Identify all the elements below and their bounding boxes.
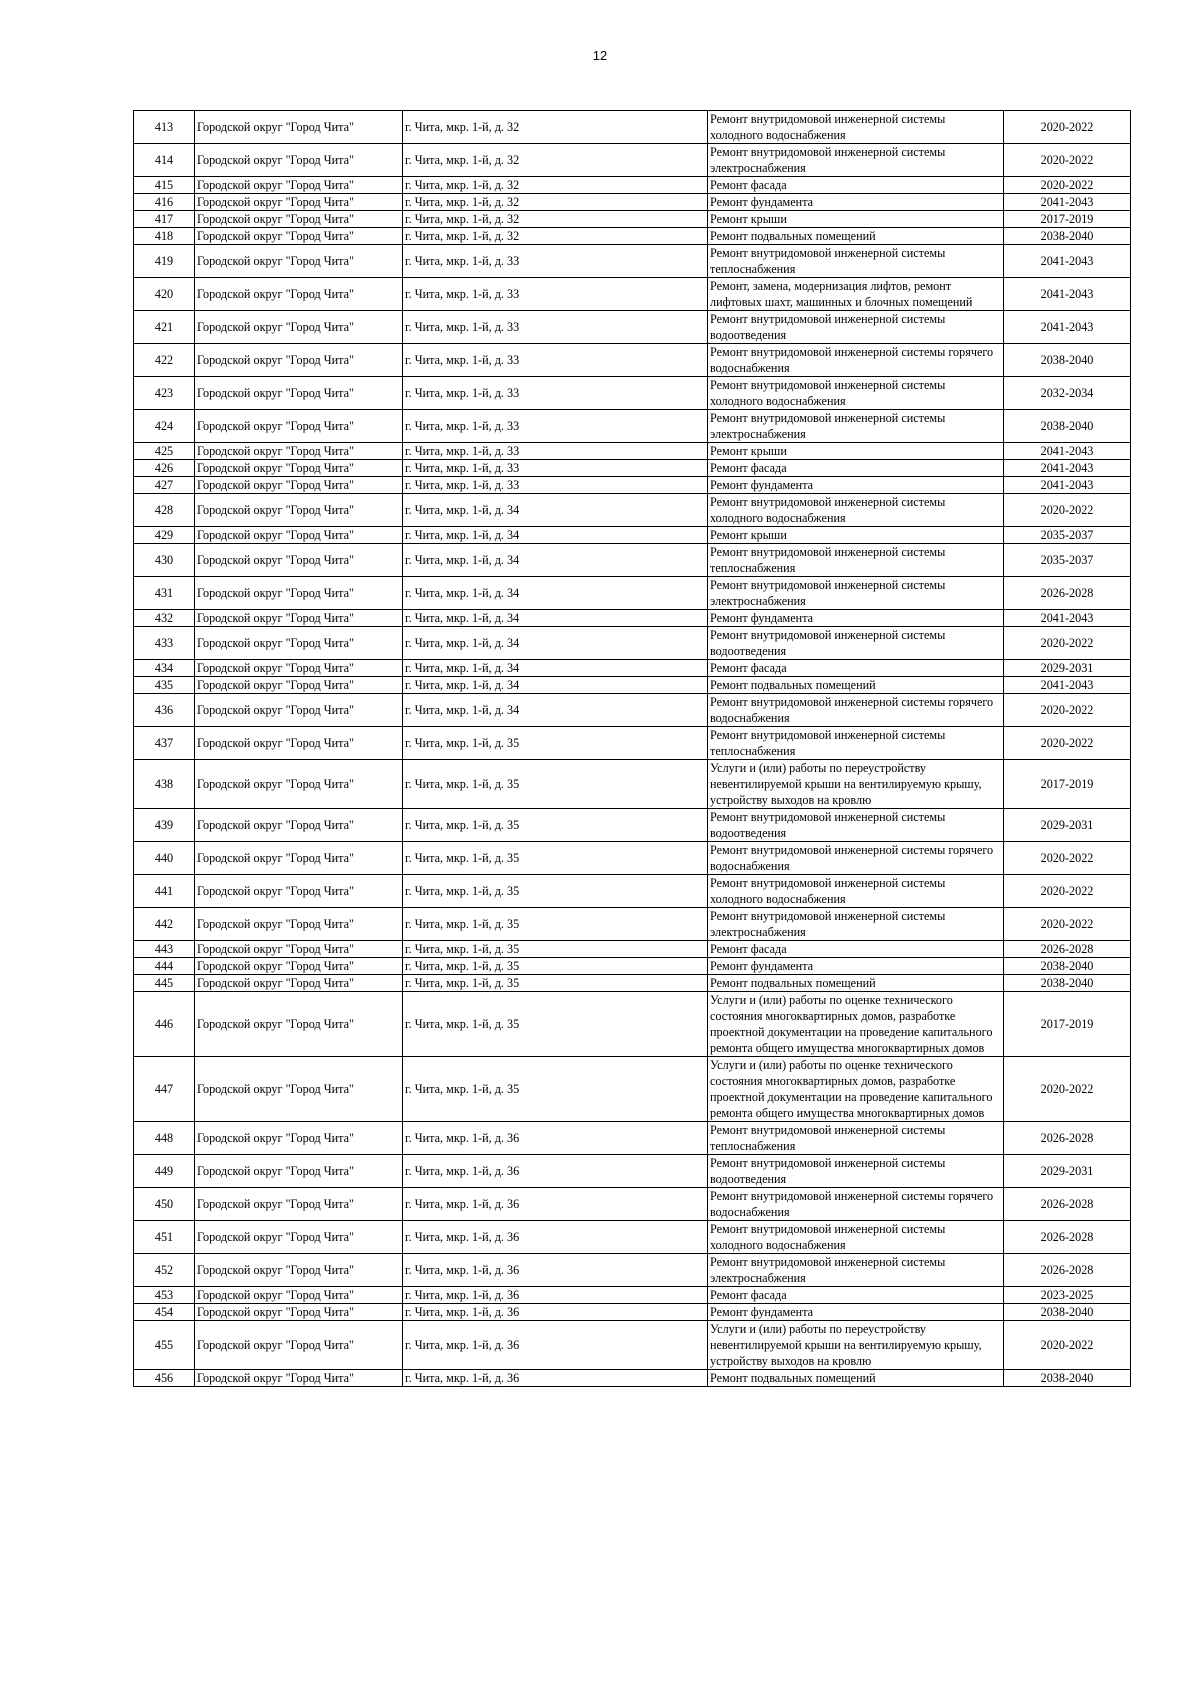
work-type-cell: Ремонт внутридомовой инженерной системы электроснабжения xyxy=(708,908,1004,941)
table-row xyxy=(134,377,1131,410)
address-cell: г. Чита, мкр. 1-й, д. 32 xyxy=(403,194,708,211)
work-type-cell: Ремонт внутридомовой инженерной системы электроснабжения xyxy=(708,144,1004,177)
table-row xyxy=(134,144,1131,177)
work-type-cell: Ремонт внутридомовой инженерной системы горячего водоснабжения xyxy=(708,1188,1004,1221)
district-cell: Городской округ "Город Чита" xyxy=(195,1254,403,1287)
district-cell: Городской округ "Город Чита" xyxy=(195,875,403,908)
period-cell: 2026-2028 xyxy=(1004,577,1131,610)
address-cell: г. Чита, мкр. 1-й, д. 33 xyxy=(403,443,708,460)
table-row xyxy=(134,727,1131,760)
district-cell: Городской округ "Город Чита" xyxy=(195,677,403,694)
work-type-cell: Ремонт внутридомовой инженерной системы горячего водоснабжения xyxy=(708,344,1004,377)
district-cell: Городской округ "Город Чита" xyxy=(195,908,403,941)
row-number: 422 xyxy=(134,344,195,377)
district-cell: Городской округ "Город Чита" xyxy=(195,627,403,660)
address-cell: г. Чита, мкр. 1-й, д. 35 xyxy=(403,842,708,875)
row-number: 428 xyxy=(134,494,195,527)
address-cell: г. Чита, мкр. 1-й, д. 33 xyxy=(403,460,708,477)
period-cell: 2020-2022 xyxy=(1004,627,1131,660)
district-cell: Городской округ "Город Чита" xyxy=(195,245,403,278)
district-cell: Городской округ "Город Чита" xyxy=(195,410,403,443)
row-number: 443 xyxy=(134,941,195,958)
work-type-cell: Ремонт внутридомовой инженерной системы водоотведения xyxy=(708,311,1004,344)
address-cell: г. Чита, мкр. 1-й, д. 35 xyxy=(403,992,708,1057)
period-cell: 2026-2028 xyxy=(1004,1221,1131,1254)
work-type-cell: Ремонт внутридомовой инженерной системы холодного водоснабжения xyxy=(708,111,1004,144)
address-cell: г. Чита, мкр. 1-й, д. 34 xyxy=(403,627,708,660)
work-type-cell: Ремонт внутридомовой инженерной системы холодного водоснабжения xyxy=(708,875,1004,908)
table-row xyxy=(134,660,1131,677)
district-cell: Городской округ "Город Чита" xyxy=(195,344,403,377)
work-type-cell: Ремонт внутридомовой инженерной системы водоотведения xyxy=(708,627,1004,660)
table-row xyxy=(134,958,1131,975)
table-row xyxy=(134,477,1131,494)
work-type-cell: Ремонт, замена, модернизация лифтов, ремонт лифтовых шахт, машинных и блочных помещений xyxy=(708,278,1004,311)
address-cell: г. Чита, мкр. 1-й, д. 35 xyxy=(403,941,708,958)
period-cell: 2029-2031 xyxy=(1004,660,1131,677)
address-cell: г. Чита, мкр. 1-й, д. 34 xyxy=(403,527,708,544)
period-cell: 2041-2043 xyxy=(1004,278,1131,311)
work-type-cell: Ремонт внутридомовой инженерной системы электроснабжения xyxy=(708,410,1004,443)
period-cell: 2041-2043 xyxy=(1004,311,1131,344)
district-cell: Городской округ "Город Чита" xyxy=(195,443,403,460)
table-body xyxy=(134,111,1131,1387)
period-cell: 2038-2040 xyxy=(1004,958,1131,975)
period-cell: 2020-2022 xyxy=(1004,1057,1131,1122)
address-cell: г. Чита, мкр. 1-й, д. 32 xyxy=(403,177,708,194)
row-number: 427 xyxy=(134,477,195,494)
row-number: 418 xyxy=(134,228,195,245)
district-cell: Городской округ "Город Чита" xyxy=(195,211,403,228)
work-type-cell: Ремонт внутридомовой инженерной системы холодного водоснабжения xyxy=(708,377,1004,410)
row-number: 434 xyxy=(134,660,195,677)
work-type-cell: Ремонт внутридомовой инженерной системы теплоснабжения xyxy=(708,1122,1004,1155)
period-cell: 2026-2028 xyxy=(1004,1254,1131,1287)
table-row xyxy=(134,211,1131,228)
row-number: 450 xyxy=(134,1188,195,1221)
row-number: 438 xyxy=(134,760,195,809)
district-cell: Городской округ "Город Чита" xyxy=(195,177,403,194)
table-row xyxy=(134,494,1131,527)
district-cell: Городской округ "Город Чита" xyxy=(195,660,403,677)
table-row xyxy=(134,460,1131,477)
row-number: 414 xyxy=(134,144,195,177)
row-number: 456 xyxy=(134,1370,195,1387)
period-cell: 2020-2022 xyxy=(1004,1321,1131,1370)
table-row xyxy=(134,875,1131,908)
district-cell: Городской округ "Город Чита" xyxy=(195,1188,403,1221)
page-number: 12 xyxy=(592,48,608,63)
address-cell: г. Чита, мкр. 1-й, д. 36 xyxy=(403,1122,708,1155)
work-type-cell: Ремонт подвальных помещений xyxy=(708,228,1004,245)
work-type-cell: Услуги и (или) работы по оценке технического состояния многоквартирных домов, разработке проектной документации на проведение капитального ремонта общего имущества многоквартирных домов xyxy=(708,1057,1004,1122)
address-cell: г. Чита, мкр. 1-й, д. 34 xyxy=(403,494,708,527)
row-number: 436 xyxy=(134,694,195,727)
address-cell: г. Чита, мкр. 1-й, д. 36 xyxy=(403,1370,708,1387)
row-number: 421 xyxy=(134,311,195,344)
table-row xyxy=(134,228,1131,245)
table-row xyxy=(134,1321,1131,1370)
address-cell: г. Чита, мкр. 1-й, д. 35 xyxy=(403,760,708,809)
address-cell: г. Чита, мкр. 1-й, д. 32 xyxy=(403,228,708,245)
work-type-cell: Ремонт внутридомовой инженерной системы горячего водоснабжения xyxy=(708,694,1004,727)
row-number: 447 xyxy=(134,1057,195,1122)
table-row xyxy=(134,1188,1131,1221)
district-cell: Городской округ "Город Чита" xyxy=(195,194,403,211)
district-cell: Городской округ "Город Чита" xyxy=(195,377,403,410)
address-cell: г. Чита, мкр. 1-й, д. 36 xyxy=(403,1254,708,1287)
row-number: 437 xyxy=(134,727,195,760)
row-number: 430 xyxy=(134,544,195,577)
row-number: 424 xyxy=(134,410,195,443)
period-cell: 2041-2043 xyxy=(1004,677,1131,694)
district-cell: Городской округ "Город Чита" xyxy=(195,941,403,958)
work-type-cell: Ремонт внутридомовой инженерной системы теплоснабжения xyxy=(708,245,1004,278)
period-cell: 2017-2019 xyxy=(1004,992,1131,1057)
row-number: 413 xyxy=(134,111,195,144)
period-cell: 2041-2043 xyxy=(1004,460,1131,477)
period-cell: 2023-2025 xyxy=(1004,1287,1131,1304)
address-cell: г. Чита, мкр. 1-й, д. 35 xyxy=(403,958,708,975)
address-cell: г. Чита, мкр. 1-й, д. 35 xyxy=(403,1057,708,1122)
work-type-cell: Ремонт фундамента xyxy=(708,194,1004,211)
work-type-cell: Ремонт фасада xyxy=(708,1287,1004,1304)
work-type-cell: Ремонт фасада xyxy=(708,460,1004,477)
table-row xyxy=(134,992,1131,1057)
row-number: 451 xyxy=(134,1221,195,1254)
row-number: 449 xyxy=(134,1155,195,1188)
table-row xyxy=(134,111,1131,144)
work-type-cell: Услуги и (или) работы по переустройству невентилируемой крыши на вентилируемую крышу, устройству выходов на кровлю xyxy=(708,1321,1004,1370)
row-number: 441 xyxy=(134,875,195,908)
work-type-cell: Ремонт внутридомовой инженерной системы электроснабжения xyxy=(708,1254,1004,1287)
table-row xyxy=(134,908,1131,941)
district-cell: Городской округ "Город Чита" xyxy=(195,527,403,544)
address-cell: г. Чита, мкр. 1-й, д. 35 xyxy=(403,809,708,842)
address-cell: г. Чита, мкр. 1-й, д. 36 xyxy=(403,1155,708,1188)
table-row xyxy=(134,410,1131,443)
period-cell: 2038-2040 xyxy=(1004,228,1131,245)
period-cell: 2020-2022 xyxy=(1004,111,1131,144)
period-cell: 2038-2040 xyxy=(1004,344,1131,377)
row-number: 431 xyxy=(134,577,195,610)
row-number: 435 xyxy=(134,677,195,694)
table-row xyxy=(134,610,1131,627)
work-type-cell: Ремонт фасада xyxy=(708,660,1004,677)
table-row xyxy=(134,443,1131,460)
work-type-cell: Ремонт подвальных помещений xyxy=(708,975,1004,992)
row-number: 417 xyxy=(134,211,195,228)
period-cell: 2041-2043 xyxy=(1004,245,1131,278)
work-type-cell: Ремонт внутридомовой инженерной системы водоотведения xyxy=(708,1155,1004,1188)
district-cell: Городской округ "Город Чита" xyxy=(195,694,403,727)
row-number: 448 xyxy=(134,1122,195,1155)
address-cell: г. Чита, мкр. 1-й, д. 34 xyxy=(403,660,708,677)
table-row xyxy=(134,975,1131,992)
address-cell: г. Чита, мкр. 1-й, д. 33 xyxy=(403,410,708,443)
period-cell: 2020-2022 xyxy=(1004,842,1131,875)
district-cell: Городской округ "Город Чита" xyxy=(195,1155,403,1188)
work-type-cell: Ремонт крыши xyxy=(708,527,1004,544)
row-number: 453 xyxy=(134,1287,195,1304)
work-type-cell: Ремонт внутридомовой инженерной системы холодного водоснабжения xyxy=(708,1221,1004,1254)
period-cell: 2020-2022 xyxy=(1004,494,1131,527)
address-cell: г. Чита, мкр. 1-й, д. 36 xyxy=(403,1188,708,1221)
table-row xyxy=(134,1287,1131,1304)
address-cell: г. Чита, мкр. 1-й, д. 34 xyxy=(403,544,708,577)
address-cell: г. Чита, мкр. 1-й, д. 33 xyxy=(403,278,708,311)
row-number: 446 xyxy=(134,992,195,1057)
district-cell: Городской округ "Город Чита" xyxy=(195,1304,403,1321)
district-cell: Городской округ "Город Чита" xyxy=(195,460,403,477)
period-cell: 2038-2040 xyxy=(1004,1370,1131,1387)
row-number: 429 xyxy=(134,527,195,544)
table-row xyxy=(134,941,1131,958)
address-cell: г. Чита, мкр. 1-й, д. 35 xyxy=(403,908,708,941)
address-cell: г. Чита, мкр. 1-й, д. 33 xyxy=(403,477,708,494)
work-type-cell: Ремонт фундамента xyxy=(708,1304,1004,1321)
table-row xyxy=(134,1122,1131,1155)
work-type-cell: Ремонт крыши xyxy=(708,211,1004,228)
work-type-cell: Услуги и (или) работы по оценке технического состояния многоквартирных домов, разработке проектной документации на проведение капитального ремонта общего имущества многоквартирных домов xyxy=(708,992,1004,1057)
district-cell: Городской округ "Город Чита" xyxy=(195,111,403,144)
period-cell: 2029-2031 xyxy=(1004,809,1131,842)
table-row xyxy=(134,194,1131,211)
table-row xyxy=(134,245,1131,278)
work-type-cell: Ремонт подвальных помещений xyxy=(708,677,1004,694)
district-cell: Городской округ "Город Чита" xyxy=(195,477,403,494)
address-cell: г. Чита, мкр. 1-й, д. 32 xyxy=(403,144,708,177)
period-cell: 2020-2022 xyxy=(1004,694,1131,727)
district-cell: Городской округ "Город Чита" xyxy=(195,1370,403,1387)
table-row xyxy=(134,694,1131,727)
row-number: 423 xyxy=(134,377,195,410)
table-row xyxy=(134,577,1131,610)
period-cell: 2038-2040 xyxy=(1004,1304,1131,1321)
table-row xyxy=(134,344,1131,377)
row-number: 452 xyxy=(134,1254,195,1287)
district-cell: Городской округ "Город Чита" xyxy=(195,1122,403,1155)
table-row xyxy=(134,527,1131,544)
table-row xyxy=(134,1155,1131,1188)
period-cell: 2020-2022 xyxy=(1004,144,1131,177)
row-number: 420 xyxy=(134,278,195,311)
address-cell: г. Чита, мкр. 1-й, д. 34 xyxy=(403,677,708,694)
address-cell: г. Чита, мкр. 1-й, д. 35 xyxy=(403,975,708,992)
work-type-cell: Ремонт фундамента xyxy=(708,477,1004,494)
work-type-cell: Ремонт внутридомовой инженерной системы теплоснабжения xyxy=(708,544,1004,577)
period-cell: 2017-2019 xyxy=(1004,760,1131,809)
row-number: 426 xyxy=(134,460,195,477)
district-cell: Городской округ "Город Чита" xyxy=(195,809,403,842)
district-cell: Городской округ "Город Чита" xyxy=(195,1287,403,1304)
period-cell: 2029-2031 xyxy=(1004,1155,1131,1188)
work-type-cell: Услуги и (или) работы по переустройству невентилируемой крыши на вентилируемую крышу, устройству выходов на кровлю xyxy=(708,760,1004,809)
work-type-cell: Ремонт внутридомовой инженерной системы горячего водоснабжения xyxy=(708,842,1004,875)
work-type-cell: Ремонт фасада xyxy=(708,177,1004,194)
row-number: 432 xyxy=(134,610,195,627)
table-row xyxy=(134,809,1131,842)
address-cell: г. Чита, мкр. 1-й, д. 32 xyxy=(403,211,708,228)
row-number: 433 xyxy=(134,627,195,660)
work-type-cell: Ремонт внутридомовой инженерной системы теплоснабжения xyxy=(708,727,1004,760)
address-cell: г. Чита, мкр. 1-й, д. 32 xyxy=(403,111,708,144)
district-cell: Городской округ "Город Чита" xyxy=(195,760,403,809)
row-number: 455 xyxy=(134,1321,195,1370)
district-cell: Городской округ "Город Чита" xyxy=(195,975,403,992)
period-cell: 2041-2043 xyxy=(1004,443,1131,460)
table-row xyxy=(134,842,1131,875)
address-cell: г. Чита, мкр. 1-й, д. 36 xyxy=(403,1221,708,1254)
period-cell: 2020-2022 xyxy=(1004,177,1131,194)
district-cell: Городской округ "Город Чита" xyxy=(195,992,403,1057)
row-number: 425 xyxy=(134,443,195,460)
address-cell: г. Чита, мкр. 1-й, д. 34 xyxy=(403,610,708,627)
row-number: 445 xyxy=(134,975,195,992)
district-cell: Городской округ "Город Чита" xyxy=(195,311,403,344)
period-cell: 2026-2028 xyxy=(1004,1188,1131,1221)
address-cell: г. Чита, мкр. 1-й, д. 35 xyxy=(403,875,708,908)
address-cell: г. Чита, мкр. 1-й, д. 36 xyxy=(403,1287,708,1304)
table-row xyxy=(134,677,1131,694)
period-cell: 2020-2022 xyxy=(1004,875,1131,908)
work-type-cell: Ремонт фундамента xyxy=(708,958,1004,975)
table-row xyxy=(134,1370,1131,1387)
row-number: 416 xyxy=(134,194,195,211)
repair-plan-table xyxy=(133,110,1131,1387)
address-cell: г. Чита, мкр. 1-й, д. 34 xyxy=(403,694,708,727)
address-cell: г. Чита, мкр. 1-й, д. 33 xyxy=(403,344,708,377)
work-type-cell: Ремонт фасада xyxy=(708,941,1004,958)
address-cell: г. Чита, мкр. 1-й, д. 33 xyxy=(403,377,708,410)
period-cell: 2041-2043 xyxy=(1004,610,1131,627)
district-cell: Городской округ "Город Чита" xyxy=(195,1057,403,1122)
row-number: 454 xyxy=(134,1304,195,1321)
district-cell: Городской округ "Город Чита" xyxy=(195,610,403,627)
period-cell: 2035-2037 xyxy=(1004,544,1131,577)
period-cell: 2041-2043 xyxy=(1004,477,1131,494)
district-cell: Городской округ "Город Чита" xyxy=(195,1321,403,1370)
table-row xyxy=(134,1304,1131,1321)
period-cell: 2020-2022 xyxy=(1004,908,1131,941)
district-cell: Городской округ "Город Чита" xyxy=(195,958,403,975)
district-cell: Городской округ "Город Чита" xyxy=(195,727,403,760)
period-cell: 2038-2040 xyxy=(1004,410,1131,443)
table-row xyxy=(134,1057,1131,1122)
table-row xyxy=(134,278,1131,311)
district-cell: Городской округ "Город Чита" xyxy=(195,842,403,875)
period-cell: 2026-2028 xyxy=(1004,1122,1131,1155)
district-cell: Городской округ "Город Чита" xyxy=(195,577,403,610)
period-cell: 2017-2019 xyxy=(1004,211,1131,228)
district-cell: Городской округ "Город Чита" xyxy=(195,144,403,177)
address-cell: г. Чита, мкр. 1-й, д. 34 xyxy=(403,577,708,610)
address-cell: г. Чита, мкр. 1-й, д. 36 xyxy=(403,1304,708,1321)
period-cell: 2026-2028 xyxy=(1004,941,1131,958)
row-number: 419 xyxy=(134,245,195,278)
work-type-cell: Ремонт фундамента xyxy=(708,610,1004,627)
district-cell: Городской округ "Город Чита" xyxy=(195,494,403,527)
row-number: 439 xyxy=(134,809,195,842)
district-cell: Городской округ "Город Чита" xyxy=(195,1221,403,1254)
period-cell: 2020-2022 xyxy=(1004,727,1131,760)
table-row xyxy=(134,1254,1131,1287)
address-cell: г. Чита, мкр. 1-й, д. 33 xyxy=(403,245,708,278)
row-number: 444 xyxy=(134,958,195,975)
period-cell: 2032-2034 xyxy=(1004,377,1131,410)
row-number: 442 xyxy=(134,908,195,941)
district-cell: Городской округ "Город Чита" xyxy=(195,278,403,311)
period-cell: 2038-2040 xyxy=(1004,975,1131,992)
work-type-cell: Ремонт внутридомовой инженерной системы водоотведения xyxy=(708,809,1004,842)
address-cell: г. Чита, мкр. 1-й, д. 36 xyxy=(403,1321,708,1370)
address-cell: г. Чита, мкр. 1-й, д. 35 xyxy=(403,727,708,760)
table-row xyxy=(134,544,1131,577)
work-type-cell: Ремонт крыши xyxy=(708,443,1004,460)
row-number: 440 xyxy=(134,842,195,875)
work-type-cell: Ремонт внутридомовой инженерной системы холодного водоснабжения xyxy=(708,494,1004,527)
table-row xyxy=(134,627,1131,660)
period-cell: 2035-2037 xyxy=(1004,527,1131,544)
district-cell: Городской округ "Город Чита" xyxy=(195,228,403,245)
work-type-cell: Ремонт внутридомовой инженерной системы электроснабжения xyxy=(708,577,1004,610)
table-row xyxy=(134,1221,1131,1254)
table-row xyxy=(134,311,1131,344)
table-row xyxy=(134,177,1131,194)
row-number: 415 xyxy=(134,177,195,194)
table-row xyxy=(134,760,1131,809)
period-cell: 2041-2043 xyxy=(1004,194,1131,211)
work-type-cell: Ремонт подвальных помещений xyxy=(708,1370,1004,1387)
address-cell: г. Чита, мкр. 1-й, д. 33 xyxy=(403,311,708,344)
district-cell: Городской округ "Город Чита" xyxy=(195,544,403,577)
